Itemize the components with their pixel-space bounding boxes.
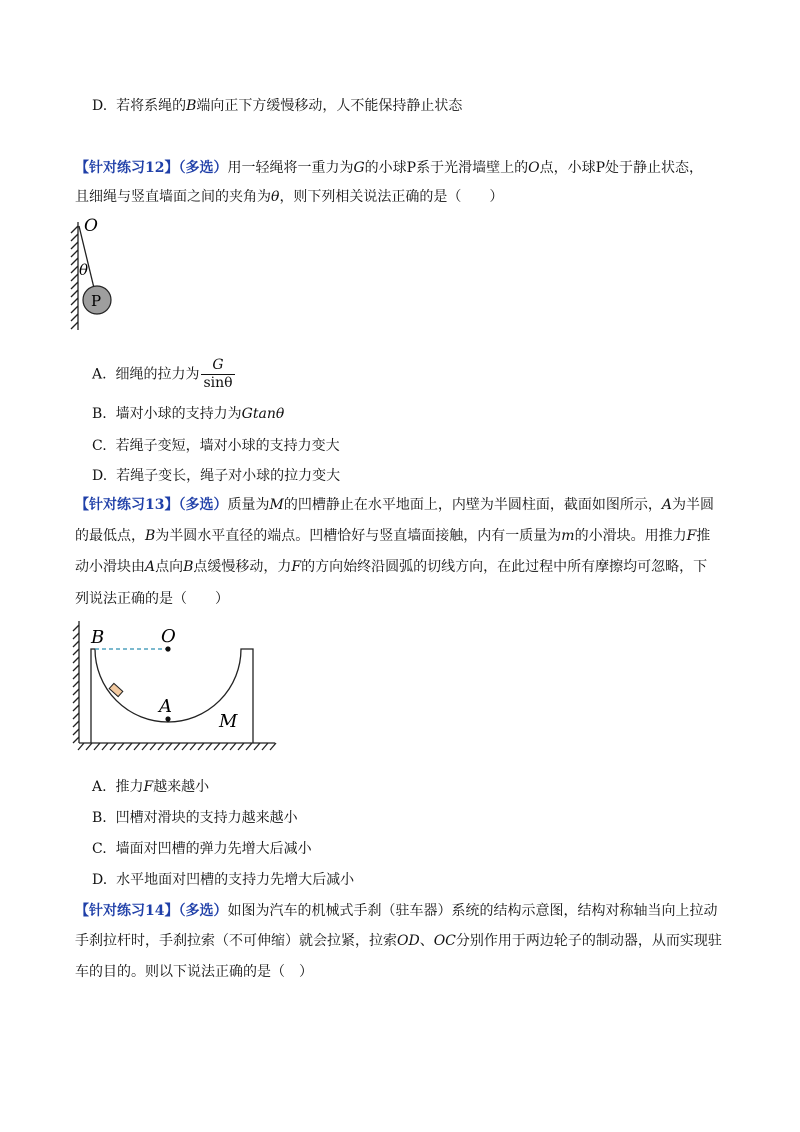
q14-multi: （多选） (178, 903, 228, 919)
q13-label-m: M (219, 711, 238, 732)
q12-option-d: D. 若绳子变长，绳子对小球的拉力变大 (92, 468, 341, 484)
q13-option-d: D. 水平地面对凹槽的支持力先增大后减小 (92, 872, 355, 888)
q12-label-p: P (91, 292, 102, 310)
q12-wall-ball-figure (66, 218, 146, 333)
q12-label-o: O (84, 218, 98, 236)
q13-label-b: B (91, 627, 105, 648)
q13-left-wall (73, 621, 79, 743)
q12-option-b: B. 墙对小球的支持力为Gtanθ (92, 406, 285, 422)
q14-stem-line-1: 【针对练习14】（多选）如图为汽车的机械式手刹（驻车器）系统的结构示意图，结构对称轴当向上拉动 (75, 903, 718, 919)
q13-tag: 【针对练习13】 (75, 497, 179, 513)
q13-stem-line-3: 动小滑块由A点向B点缓慢移动，力F的方向始终沿圆弧的切线方向，在此过程中所有摩擦均可忽略，下 (75, 559, 708, 575)
q12-tag: 【针对练习12】 (75, 160, 179, 176)
q13-multi: （多选） (178, 497, 228, 513)
q11-option-d: D. 若将系绳的B端向正下方缓慢移动，人不能保持静止状态 (92, 98, 463, 114)
q12-label-theta: θ (79, 261, 89, 279)
q13-label-a: A (159, 696, 172, 717)
q12-fraction: $\frac{G}{\sin\theta}$ (203, 357, 233, 391)
q13-option-b: B. 凹槽对滑块的支持力越来越小 (92, 810, 298, 826)
q12-option-a: A. 细绳的拉力为 $\frac{G}{\sin\theta}$ (92, 357, 233, 391)
q13-option-c: C. 墙面对凹槽的弹力先增大后减小 (92, 841, 312, 857)
q12-option-c: C. 若绳子变短，墙对小球的支持力变大 (92, 438, 340, 454)
q13-groove-figure (70, 618, 285, 758)
q12-wall (71, 222, 78, 330)
q13-option-a: A. 推力F越来越小 (92, 779, 210, 795)
q13-ground (78, 743, 276, 750)
q13-stem-line-2: 的最低点，B为半圆水平直径的端点。凹槽恰好与竖直墙面接触，内有一质量为m的小滑块。用推力F推 (75, 528, 711, 544)
q12-multi: （多选） (178, 160, 228, 176)
q13-stem-line-1: 【针对练习13】（多选）质量为M的凹槽静止在水平地面上，内壁为半圆柱面，截面如图所示，A为半圆 (75, 497, 714, 513)
q14-stem-line-3: 车的目的。则以下说法正确的是（ ） (75, 964, 313, 980)
q13-point-a (165, 716, 170, 721)
q14-tag: 【针对练习14】 (75, 903, 179, 919)
q13-point-o (165, 646, 170, 651)
q13-stem-line-4: 列说法正确的是（ ） (75, 591, 229, 607)
q12-stem-line-2: 且细绳与竖直墙面之间的夹角为θ，则下列相关说法正确的是（ ） (75, 189, 504, 205)
q12-stem-line-1: 【针对练习12】（多选）用一轻绳将一重力为G的小球P系于光滑墙壁上的O点，小球P处于静止状态， (75, 160, 703, 176)
q13-label-o: O (161, 626, 176, 647)
q14-stem-line-2: 手刹拉杆时，手刹拉索（不可伸缩）就会拉紧，拉索OD、OC分别作用于两边轮子的制动器，从而实现驻 (75, 933, 722, 949)
